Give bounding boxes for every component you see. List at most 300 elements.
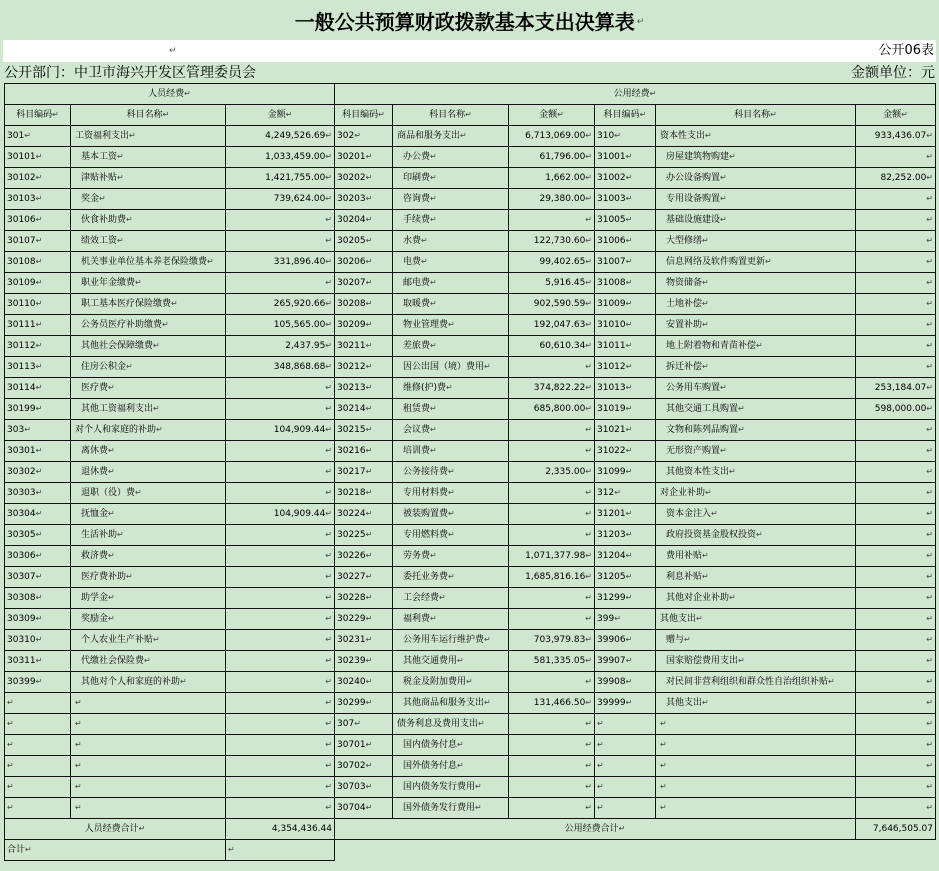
code-cell: 30305↵ bbox=[5, 525, 71, 546]
totals-row bbox=[5, 819, 936, 840]
name-cell: 咨询费↵ bbox=[393, 189, 509, 210]
code-cell: 30310↵ bbox=[5, 630, 71, 651]
code-cell: 31002↵ bbox=[595, 168, 656, 189]
name-cell: 工会经费↵ bbox=[393, 588, 509, 609]
column-header-code: 科目编码↵ bbox=[5, 105, 71, 126]
code-cell: 30225↵ bbox=[335, 525, 393, 546]
name-cell: 代缴社会保险费↵ bbox=[71, 651, 226, 672]
code-cell: 30209↵ bbox=[335, 315, 393, 336]
table-row bbox=[5, 399, 936, 420]
name-cell: ↵ bbox=[71, 693, 226, 714]
column-header-name: 科目名称↵ bbox=[393, 105, 509, 126]
expenditure-table bbox=[4, 83, 936, 861]
name-cell: 税金及附加费用↵ bbox=[393, 672, 509, 693]
amount-cell: 581,335.05↵ bbox=[509, 651, 595, 672]
amount-cell: ↵ bbox=[509, 483, 595, 504]
amount-cell: 1,071,377.98↵ bbox=[509, 546, 595, 567]
code-cell: 30399↵ bbox=[5, 672, 71, 693]
name-cell: 劳务费↵ bbox=[393, 546, 509, 567]
code-cell: 30303↵ bbox=[5, 483, 71, 504]
code-cell: ↵ bbox=[595, 756, 656, 777]
amount-cell: 739,624.00↵ bbox=[226, 189, 335, 210]
amount-cell: 1,685,816.16↵ bbox=[509, 567, 595, 588]
code-cell: 31205↵ bbox=[595, 567, 656, 588]
amount-cell: ↵ bbox=[509, 714, 595, 735]
amount-cell: ↵ bbox=[856, 252, 936, 273]
code-cell: 30306↵ bbox=[5, 546, 71, 567]
name-cell: 手续费↵ bbox=[393, 210, 509, 231]
name-cell: 维修(护)费↵ bbox=[393, 378, 509, 399]
code-cell: ↵ bbox=[5, 693, 71, 714]
amount-cell: ↵ bbox=[509, 798, 595, 819]
amount-cell: ↵ bbox=[226, 483, 335, 504]
name-cell: 绩效工资↵ bbox=[71, 231, 226, 252]
name-cell: 政府投资基金股权投资↵ bbox=[656, 525, 856, 546]
table-group-header-row bbox=[5, 84, 936, 105]
code-cell: 30206↵ bbox=[335, 252, 393, 273]
amount-cell: ↵ bbox=[226, 630, 335, 651]
name-cell: 办公设备购置↵ bbox=[656, 168, 856, 189]
code-cell: 30704↵ bbox=[335, 798, 393, 819]
code-cell: 302↵ bbox=[335, 126, 393, 147]
name-cell: 对个人和家庭的补助↵ bbox=[71, 420, 226, 441]
amount-cell: 2,335.00↵ bbox=[509, 462, 595, 483]
code-cell: 30240↵ bbox=[335, 672, 393, 693]
amount-cell: ↵ bbox=[226, 462, 335, 483]
amount-cell: 6,713,069.00↵ bbox=[509, 126, 595, 147]
name-cell: 费用补贴↵ bbox=[656, 546, 856, 567]
code-cell: 30106↵ bbox=[5, 210, 71, 231]
code-cell: 30228↵ bbox=[335, 588, 393, 609]
name-cell: 租赁费↵ bbox=[393, 399, 509, 420]
amount-cell: ↵ bbox=[856, 567, 936, 588]
table-row bbox=[5, 714, 936, 735]
code-cell: 39906↵ bbox=[595, 630, 656, 651]
code-cell: ↵ bbox=[5, 798, 71, 819]
amount-cell: ↵ bbox=[856, 756, 936, 777]
table-column-header-row bbox=[5, 105, 936, 126]
amount-cell: 348,868.68↵ bbox=[226, 357, 335, 378]
page-title: 一般公共预算财政拨款基本支出决算表 ↵ bbox=[294, 10, 645, 34]
name-cell: ↵ bbox=[656, 756, 856, 777]
name-cell: ↵ bbox=[71, 714, 226, 735]
name-cell: 其他交通费用↵ bbox=[393, 651, 509, 672]
code-cell: 30113↵ bbox=[5, 357, 71, 378]
name-cell: 对企业补助↵ bbox=[656, 483, 856, 504]
amount-cell: ↵ bbox=[226, 735, 335, 756]
amount-cell: 331,896.40↵ bbox=[226, 252, 335, 273]
name-cell: 公务用车运行维护费↵ bbox=[393, 630, 509, 651]
code-cell: 30103↵ bbox=[5, 189, 71, 210]
code-cell: 30205↵ bbox=[335, 231, 393, 252]
name-cell: 津贴补贴↵ bbox=[71, 168, 226, 189]
form-number: 公开06表 bbox=[878, 43, 934, 58]
amount-cell: 703,979.83↵ bbox=[509, 630, 595, 651]
code-cell: 30204↵ bbox=[335, 210, 393, 231]
code-cell: ↵ bbox=[595, 714, 656, 735]
table-row bbox=[5, 252, 936, 273]
amount-cell: 122,730.60↵ bbox=[509, 231, 595, 252]
name-cell: ↵ bbox=[656, 798, 856, 819]
amount-cell: ↵ bbox=[856, 315, 936, 336]
amount-cell: ↵ bbox=[856, 588, 936, 609]
name-cell: 其他支出↵ bbox=[656, 609, 856, 630]
table-row bbox=[5, 504, 936, 525]
name-cell: 其他交通工具购置↵ bbox=[656, 399, 856, 420]
table-row bbox=[5, 273, 936, 294]
name-cell: 医疗费补助↵ bbox=[71, 567, 226, 588]
name-cell: ↵ bbox=[656, 735, 856, 756]
name-cell: 差旅费↵ bbox=[393, 336, 509, 357]
amount-cell: ↵ bbox=[856, 357, 936, 378]
name-cell: 个人农业生产补贴↵ bbox=[71, 630, 226, 651]
name-cell: 商品和服务支出↵ bbox=[393, 126, 509, 147]
column-header-amount: 金额↵ bbox=[226, 105, 335, 126]
code-cell: 31019↵ bbox=[595, 399, 656, 420]
amount-cell: 29,380.00↵ bbox=[509, 189, 595, 210]
name-cell: ↵ bbox=[71, 735, 226, 756]
table-row bbox=[5, 294, 936, 315]
amount-cell: ↵ bbox=[856, 147, 936, 168]
amount-cell: ↵ bbox=[856, 672, 936, 693]
table-row bbox=[5, 693, 936, 714]
code-cell: 30218↵ bbox=[335, 483, 393, 504]
amount-cell: 5,916.45↵ bbox=[509, 273, 595, 294]
name-cell: 基础设施建设↵ bbox=[656, 210, 856, 231]
code-cell: 30227↵ bbox=[335, 567, 393, 588]
code-cell: 30304↵ bbox=[5, 504, 71, 525]
code-cell: 30703↵ bbox=[335, 777, 393, 798]
table-row bbox=[5, 651, 936, 672]
table-row bbox=[5, 441, 936, 462]
name-cell: 福利费↵ bbox=[393, 609, 509, 630]
name-cell: ↵ bbox=[71, 756, 226, 777]
name-cell: 培训费↵ bbox=[393, 441, 509, 462]
name-cell: 公务接待费↵ bbox=[393, 462, 509, 483]
amount-cell: ↵ bbox=[856, 546, 936, 567]
name-cell: 被装购置费↵ bbox=[393, 504, 509, 525]
name-cell: 其他社会保障缴费↵ bbox=[71, 336, 226, 357]
amount-cell: ↵ bbox=[226, 441, 335, 462]
name-cell: 赠与↵ bbox=[656, 630, 856, 651]
name-cell: 资本金注入↵ bbox=[656, 504, 856, 525]
code-cell: 30208↵ bbox=[335, 294, 393, 315]
amount-cell: ↵ bbox=[509, 735, 595, 756]
code-cell: 30199↵ bbox=[5, 399, 71, 420]
code-cell: 30212↵ bbox=[335, 357, 393, 378]
paragraph-mark-icon: ↵ bbox=[636, 17, 645, 27]
name-cell: 专用设备购置↵ bbox=[656, 189, 856, 210]
name-cell: ↵ bbox=[656, 714, 856, 735]
amount-cell: 60,610.34↵ bbox=[509, 336, 595, 357]
amount-cell: 104,909.44↵ bbox=[226, 504, 335, 525]
public-total-amount: 7,646,505.07 bbox=[856, 819, 936, 840]
amount-cell: ↵ bbox=[226, 210, 335, 231]
name-cell: 其他对个人和家庭的补助↵ bbox=[71, 672, 226, 693]
name-cell: 其他资本性支出↵ bbox=[656, 462, 856, 483]
table-row bbox=[5, 189, 936, 210]
amount-cell: ↵ bbox=[509, 756, 595, 777]
table-row bbox=[5, 588, 936, 609]
amount-cell: ↵ bbox=[226, 651, 335, 672]
table-row bbox=[5, 378, 936, 399]
amount-cell: ↵ bbox=[226, 798, 335, 819]
code-cell: 30301↵ bbox=[5, 441, 71, 462]
code-cell: 30203↵ bbox=[335, 189, 393, 210]
code-cell: 30108↵ bbox=[5, 252, 71, 273]
amount-cell: ↵ bbox=[856, 609, 936, 630]
amount-cell: ↵ bbox=[509, 777, 595, 798]
name-cell: 国内债务发行费用↵ bbox=[393, 777, 509, 798]
amount-cell: ↵ bbox=[509, 504, 595, 525]
table-row bbox=[5, 126, 936, 147]
code-cell: 30215↵ bbox=[335, 420, 393, 441]
name-cell: 拆迁补偿↵ bbox=[656, 357, 856, 378]
amount-cell: ↵ bbox=[226, 777, 335, 798]
name-cell: 大型修缮↵ bbox=[656, 231, 856, 252]
column-header-code: 科目编码↵ bbox=[335, 105, 393, 126]
code-cell: 31203↵ bbox=[595, 525, 656, 546]
name-cell: 对民间非营利组织和群众性自治组织补贴↵ bbox=[656, 672, 856, 693]
code-cell: 31299↵ bbox=[595, 588, 656, 609]
name-cell: 印刷费↵ bbox=[393, 168, 509, 189]
name-cell: 离休费↵ bbox=[71, 441, 226, 462]
amount-cell: ↵ bbox=[856, 420, 936, 441]
code-cell: 30307↵ bbox=[5, 567, 71, 588]
table-row bbox=[5, 483, 936, 504]
name-cell: 抚恤金↵ bbox=[71, 504, 226, 525]
amount-cell: 598,000.00↵ bbox=[856, 399, 936, 420]
form-number-bar bbox=[3, 40, 936, 62]
code-cell: 31022↵ bbox=[595, 441, 656, 462]
code-cell: 31003↵ bbox=[595, 189, 656, 210]
name-cell: 其他对企业补助↵ bbox=[656, 588, 856, 609]
name-cell: 职工基本医疗保险缴费↵ bbox=[71, 294, 226, 315]
code-cell: 30202↵ bbox=[335, 168, 393, 189]
personnel-header: 人员经费↵ bbox=[5, 84, 335, 105]
amount-cell: ↵ bbox=[509, 672, 595, 693]
code-cell: 30213↵ bbox=[335, 378, 393, 399]
unit-label: 金额单位：元 bbox=[851, 65, 935, 81]
code-cell: ↵ bbox=[595, 735, 656, 756]
name-cell: 利息补贴↵ bbox=[656, 567, 856, 588]
code-cell: 30216↵ bbox=[335, 441, 393, 462]
code-cell: 30111↵ bbox=[5, 315, 71, 336]
table-row bbox=[5, 609, 936, 630]
amount-cell: ↵ bbox=[856, 273, 936, 294]
amount-cell: ↵ bbox=[856, 714, 936, 735]
code-cell: 30112↵ bbox=[5, 336, 71, 357]
table-row bbox=[5, 357, 936, 378]
paragraph-mark-icon: ↵ bbox=[169, 46, 177, 56]
code-cell: 30110↵ bbox=[5, 294, 71, 315]
amount-cell: ↵ bbox=[856, 735, 936, 756]
code-cell: ↵ bbox=[595, 798, 656, 819]
table-row bbox=[5, 147, 936, 168]
amount-cell: ↵ bbox=[856, 462, 936, 483]
code-cell: ↵ bbox=[5, 777, 71, 798]
name-cell: 专用燃料费↵ bbox=[393, 525, 509, 546]
code-cell: 399↵ bbox=[595, 609, 656, 630]
name-cell: 安置补助↵ bbox=[656, 315, 856, 336]
name-cell: 专用材料费↵ bbox=[393, 483, 509, 504]
amount-cell: ↵ bbox=[509, 357, 595, 378]
amount-cell: ↵ bbox=[856, 651, 936, 672]
name-cell: 电费↵ bbox=[393, 252, 509, 273]
code-cell: 30224↵ bbox=[335, 504, 393, 525]
name-cell: 无形资产购置↵ bbox=[656, 441, 856, 462]
table-row bbox=[5, 336, 936, 357]
table-row bbox=[5, 777, 936, 798]
public-total-label: 公用经费合计↵ bbox=[335, 819, 856, 840]
amount-cell: 61,796.00↵ bbox=[509, 147, 595, 168]
name-cell: 物资储备↵ bbox=[656, 273, 856, 294]
code-cell: 31011↵ bbox=[595, 336, 656, 357]
amount-cell: 192,047.63↵ bbox=[509, 315, 595, 336]
code-cell: 30226↵ bbox=[335, 546, 393, 567]
column-header-name: 科目名称↵ bbox=[656, 105, 856, 126]
table-row bbox=[5, 420, 936, 441]
code-cell: 307↵ bbox=[335, 714, 393, 735]
amount-cell: ↵ bbox=[226, 231, 335, 252]
code-cell: 31012↵ bbox=[595, 357, 656, 378]
code-cell: 30207↵ bbox=[335, 273, 393, 294]
amount-cell: 253,184.07↵ bbox=[856, 378, 936, 399]
name-cell: 邮电费↵ bbox=[393, 273, 509, 294]
amount-cell: 265,920.66↵ bbox=[226, 294, 335, 315]
amount-cell: ↵ bbox=[856, 231, 936, 252]
amount-cell: ↵ bbox=[856, 189, 936, 210]
code-cell: 31007↵ bbox=[595, 252, 656, 273]
amount-cell: ↵ bbox=[856, 336, 936, 357]
amount-cell: 4,249,526.69↵ bbox=[226, 126, 335, 147]
code-cell: 30702↵ bbox=[335, 756, 393, 777]
code-cell: ↵ bbox=[5, 714, 71, 735]
code-cell: 31204↵ bbox=[595, 546, 656, 567]
amount-cell: ↵ bbox=[509, 525, 595, 546]
amount-cell: 99,402.65↵ bbox=[509, 252, 595, 273]
amount-cell: ↵ bbox=[226, 546, 335, 567]
name-cell: 国内债务付息↵ bbox=[393, 735, 509, 756]
table-row bbox=[5, 672, 936, 693]
amount-cell: ↵ bbox=[226, 672, 335, 693]
amount-cell: ↵ bbox=[856, 294, 936, 315]
column-header-amount: 金额↵ bbox=[856, 105, 936, 126]
column-header-name: 科目名称↵ bbox=[71, 105, 226, 126]
code-cell: 30302↵ bbox=[5, 462, 71, 483]
name-cell: 公务员医疗补助缴费↵ bbox=[71, 315, 226, 336]
column-header-code: 科目编码↵ bbox=[595, 105, 656, 126]
amount-cell: ↵ bbox=[509, 210, 595, 231]
amount-cell: ↵ bbox=[856, 483, 936, 504]
code-cell: 39999↵ bbox=[595, 693, 656, 714]
amount-cell: 902,590.59↵ bbox=[509, 294, 595, 315]
name-cell: 奖金↵ bbox=[71, 189, 226, 210]
name-cell: 土地补偿↵ bbox=[656, 294, 856, 315]
amount-cell: ↵ bbox=[226, 693, 335, 714]
blank-area bbox=[335, 840, 936, 861]
amount-cell: ↵ bbox=[226, 714, 335, 735]
code-cell: 31201↵ bbox=[595, 504, 656, 525]
table-row bbox=[5, 210, 936, 231]
amount-cell: ↵ bbox=[226, 378, 335, 399]
name-cell: 其他工资福利支出↵ bbox=[71, 399, 226, 420]
code-cell: 30701↵ bbox=[335, 735, 393, 756]
name-cell: ↵ bbox=[71, 777, 226, 798]
name-cell: 机关事业单位基本养老保险缴费↵ bbox=[71, 252, 226, 273]
code-cell: 31021↵ bbox=[595, 420, 656, 441]
code-cell: 31005↵ bbox=[595, 210, 656, 231]
name-cell: ↵ bbox=[656, 777, 856, 798]
name-cell: 职业年金缴费↵ bbox=[71, 273, 226, 294]
code-cell: 30239↵ bbox=[335, 651, 393, 672]
public-header: 公用经费↵ bbox=[335, 84, 936, 105]
name-cell: 取暖费↵ bbox=[393, 294, 509, 315]
code-cell: 30109↵ bbox=[5, 273, 71, 294]
table-row bbox=[5, 315, 936, 336]
code-cell: 30211↵ bbox=[335, 336, 393, 357]
name-cell: 工资福利支出↵ bbox=[71, 126, 226, 147]
code-cell: 30217↵ bbox=[335, 462, 393, 483]
personnel-total-label: 人员经费合计↵ bbox=[5, 819, 226, 840]
name-cell: 奖励金↵ bbox=[71, 609, 226, 630]
amount-cell: 685,800.00↵ bbox=[509, 399, 595, 420]
amount-cell: 131,466.50↵ bbox=[509, 693, 595, 714]
name-cell: 国家赔偿费用支出↵ bbox=[656, 651, 856, 672]
code-cell: 39907↵ bbox=[595, 651, 656, 672]
table-row bbox=[5, 798, 936, 819]
code-cell: 31006↵ bbox=[595, 231, 656, 252]
name-cell: 其他商品和服务支出↵ bbox=[393, 693, 509, 714]
name-cell: 退休费↵ bbox=[71, 462, 226, 483]
table-row bbox=[5, 567, 936, 588]
name-cell: 助学金↵ bbox=[71, 588, 226, 609]
code-cell: 30309↵ bbox=[5, 609, 71, 630]
code-cell: 30102↵ bbox=[5, 168, 71, 189]
table-row bbox=[5, 462, 936, 483]
code-cell: 31010↵ bbox=[595, 315, 656, 336]
amount-cell: ↵ bbox=[226, 588, 335, 609]
amount-cell: ↵ bbox=[226, 567, 335, 588]
name-cell: 委托业务费↵ bbox=[393, 567, 509, 588]
column-header-amount: 金额↵ bbox=[509, 105, 595, 126]
name-cell: 债务利息及费用支出↵ bbox=[393, 714, 509, 735]
table-row bbox=[5, 630, 936, 651]
name-cell: 信息网络及软件购置更新↵ bbox=[656, 252, 856, 273]
name-cell: 文物和陈列品购置↵ bbox=[656, 420, 856, 441]
name-cell: 退职（役）费↵ bbox=[71, 483, 226, 504]
code-cell: 30308↵ bbox=[5, 588, 71, 609]
name-cell: 伙食补助费↵ bbox=[71, 210, 226, 231]
amount-cell: ↵ bbox=[509, 588, 595, 609]
amount-cell: ↵ bbox=[856, 798, 936, 819]
code-cell: 30214↵ bbox=[335, 399, 393, 420]
amount-cell: ↵ bbox=[856, 525, 936, 546]
name-cell: 因公出国（境）费用↵ bbox=[393, 357, 509, 378]
table-row bbox=[5, 525, 936, 546]
code-cell: 30231↵ bbox=[335, 630, 393, 651]
code-cell: 312↵ bbox=[595, 483, 656, 504]
grand-total-label: 合计↵ bbox=[5, 840, 226, 861]
code-cell: ↵ bbox=[595, 777, 656, 798]
table-row bbox=[5, 546, 936, 567]
code-cell: 31001↵ bbox=[595, 147, 656, 168]
name-cell: 其他支出↵ bbox=[656, 693, 856, 714]
code-cell: 301↵ bbox=[5, 126, 71, 147]
code-cell: 30107↵ bbox=[5, 231, 71, 252]
amount-cell: ↵ bbox=[856, 504, 936, 525]
name-cell: 水费↵ bbox=[393, 231, 509, 252]
